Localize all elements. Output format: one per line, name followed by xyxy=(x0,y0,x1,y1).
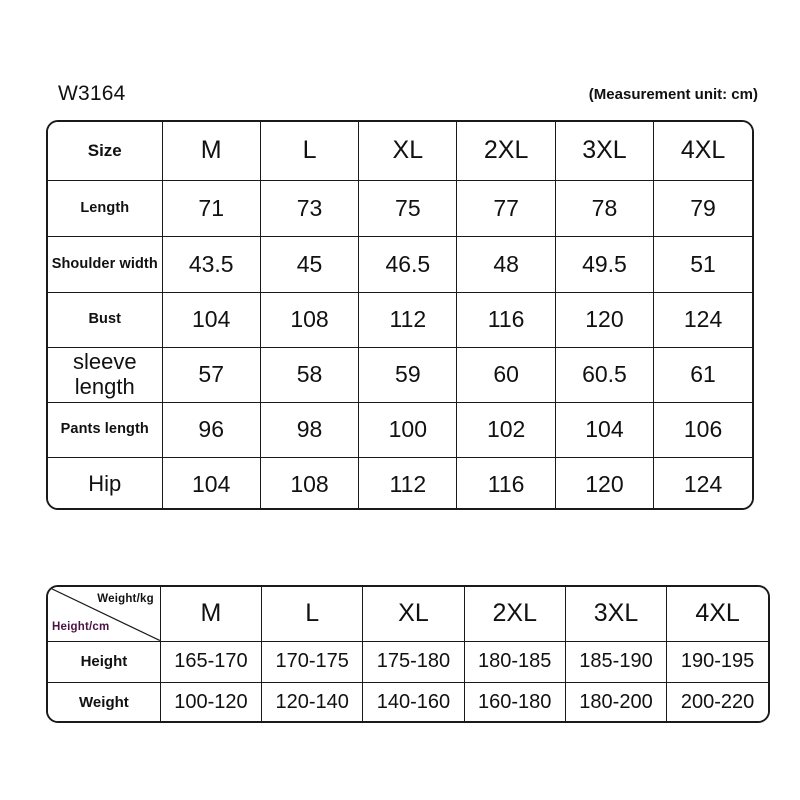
column-header-l: L xyxy=(262,587,363,641)
column-header-xl: XL xyxy=(359,122,457,180)
table-row xyxy=(48,641,768,682)
column-header-2xl: 2XL xyxy=(457,122,555,180)
cell-length-3xl: 78 xyxy=(555,180,653,236)
cell-length-2xl: 77 xyxy=(457,180,555,236)
weight-unit-label: Weight/kg xyxy=(97,593,154,605)
row-label-height: Height xyxy=(48,641,160,682)
cell-weight-2xl: 160-180 xyxy=(464,682,565,723)
row-label-bust: Bust xyxy=(48,292,162,347)
cell-hip-xl: 112 xyxy=(359,457,457,510)
row-label-length: Length xyxy=(48,180,162,236)
column-header-2xl: 2XL xyxy=(464,587,565,641)
cell-sleeve-xl: 59 xyxy=(359,347,457,402)
column-header-3xl: 3XL xyxy=(565,587,666,641)
cell-length-m: 71 xyxy=(162,180,260,236)
garment-measurement-table xyxy=(46,120,754,510)
cell-shoulder-2xl: 48 xyxy=(457,236,555,292)
cell-weight-l: 120-140 xyxy=(262,682,363,723)
cell-hip-3xl: 120 xyxy=(555,457,653,510)
chart-header xyxy=(0,80,800,114)
cell-shoulder-4xl: 51 xyxy=(654,236,752,292)
cell-length-4xl: 79 xyxy=(654,180,752,236)
cell-pants-3xl: 104 xyxy=(555,402,653,457)
table-header-row xyxy=(48,587,768,641)
cell-pants-xl: 100 xyxy=(359,402,457,457)
column-header-4xl: 4XL xyxy=(667,587,768,641)
cell-bust-xl: 112 xyxy=(359,292,457,347)
height-weight-table xyxy=(46,585,770,723)
column-header-xl: XL xyxy=(363,587,464,641)
cell-length-xl: 75 xyxy=(359,180,457,236)
table-header-row xyxy=(48,122,752,180)
cell-sleeve-4xl: 61 xyxy=(654,347,752,402)
column-header-m: M xyxy=(162,122,260,180)
cell-shoulder-3xl: 49.5 xyxy=(555,236,653,292)
cell-bust-2xl: 116 xyxy=(457,292,555,347)
cell-hip-l: 108 xyxy=(260,457,358,510)
cell-pants-4xl: 106 xyxy=(654,402,752,457)
table-row xyxy=(48,236,752,292)
cell-weight-4xl: 200-220 xyxy=(667,682,768,723)
cell-bust-4xl: 124 xyxy=(654,292,752,347)
cell-weight-3xl: 180-200 xyxy=(565,682,666,723)
column-header-m: M xyxy=(160,587,261,641)
cell-pants-m: 96 xyxy=(162,402,260,457)
cell-shoulder-xl: 46.5 xyxy=(359,236,457,292)
table-row xyxy=(48,180,752,236)
table-row xyxy=(48,457,752,510)
cell-shoulder-l: 45 xyxy=(260,236,358,292)
cell-height-xl: 175-180 xyxy=(363,641,464,682)
cell-hip-2xl: 116 xyxy=(457,457,555,510)
column-header-4xl: 4XL xyxy=(654,122,752,180)
row-label-weight: Weight xyxy=(48,682,160,723)
cell-sleeve-2xl: 60 xyxy=(457,347,555,402)
cell-sleeve-m: 57 xyxy=(162,347,260,402)
product-code: W3164 xyxy=(58,82,126,105)
row-label-shoulder-width: Shoulder width xyxy=(48,236,162,292)
cell-bust-3xl: 120 xyxy=(555,292,653,347)
height-unit-label: Height/cm xyxy=(52,620,110,633)
cell-weight-m: 100-120 xyxy=(160,682,261,723)
row-label-pants-length: Pants length xyxy=(48,402,162,457)
cell-hip-4xl: 124 xyxy=(654,457,752,510)
table-row xyxy=(48,347,752,402)
cell-pants-l: 98 xyxy=(260,402,358,457)
column-header-l: L xyxy=(260,122,358,180)
row-label-sleeve-length: sleeve length xyxy=(48,347,162,402)
column-header-size: Size xyxy=(48,122,162,180)
cell-weight-xl: 140-160 xyxy=(363,682,464,723)
cell-sleeve-3xl: 60.5 xyxy=(555,347,653,402)
cell-height-3xl: 185-190 xyxy=(565,641,666,682)
cell-sleeve-l: 58 xyxy=(260,347,358,402)
cell-height-4xl: 190-195 xyxy=(667,641,768,682)
measurement-unit-note: (Measurement unit: cm) xyxy=(588,86,758,103)
row-label-hip: Hip xyxy=(48,457,162,510)
column-header-3xl: 3XL xyxy=(555,122,653,180)
cell-height-2xl: 180-185 xyxy=(464,641,565,682)
diagonal-header-cell xyxy=(48,587,160,641)
cell-height-m: 165-170 xyxy=(160,641,261,682)
cell-bust-l: 108 xyxy=(260,292,358,347)
table-row xyxy=(48,292,752,347)
cell-hip-m: 104 xyxy=(162,457,260,510)
cell-pants-2xl: 102 xyxy=(457,402,555,457)
table-row xyxy=(48,682,768,723)
cell-length-l: 73 xyxy=(260,180,358,236)
cell-height-l: 170-175 xyxy=(262,641,363,682)
cell-bust-m: 104 xyxy=(162,292,260,347)
table-row xyxy=(48,402,752,457)
cell-shoulder-m: 43.5 xyxy=(162,236,260,292)
